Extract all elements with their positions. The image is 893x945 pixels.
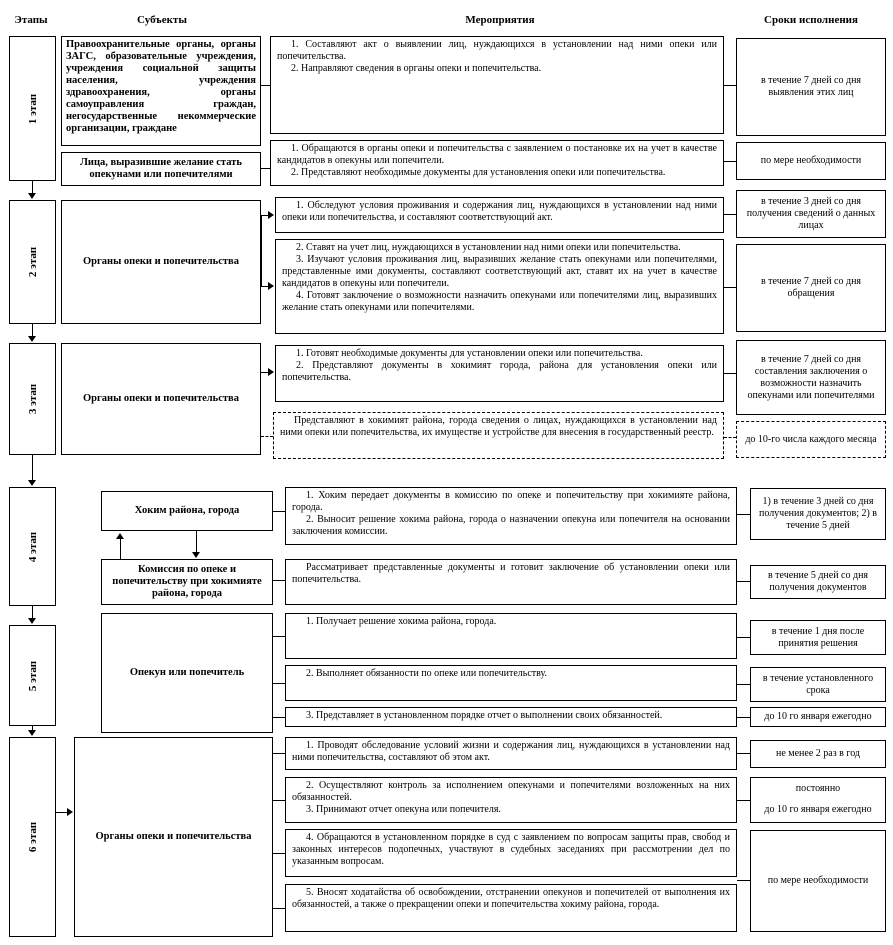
stage-5: 5 этап: [9, 625, 56, 726]
subject-6: Органы опеки и попечительства: [74, 737, 273, 937]
term-3a: в течение 7 дней со дня составления заключения о возможности назначить опекунами или попечителями: [736, 340, 886, 415]
subject-1b: Лица, выразившие желание стать опекунами или попечителями: [61, 152, 261, 186]
term-1a: в течение 7 дней со дня выявления этих лиц: [736, 38, 886, 136]
activity-1a: 1. Составляют акт о выявлении лиц, нуждающихся в установлении над ними опеки или попечительства. 2. Направляют сведения в органы опеки и попечительства.: [270, 36, 724, 134]
activity-1b: 1. Обращаются в органы опеки и попечительства с заявлением о постановке их на учет в качестве кандидатов в опекуны или попечители. 2. Представляют необходимые документы для установления опеки или попечительства.: [270, 140, 724, 186]
term-2b: в течение 7 дней со дня обращения: [736, 244, 886, 332]
term-5b: в течение установленного срока: [750, 667, 886, 702]
subject-5: Опекун или попечитель: [101, 613, 273, 733]
activity-6d: 5. Вносят ходатайства об освобождении, отстранении опекунов и попечителей от выполнения их обязанностей, а также о прекращении опеки и попечительства хокиму района, города.: [285, 884, 737, 932]
term-4b: в течение 5 дней со дня получения документов: [750, 565, 886, 599]
term-3b: до 10-го числа каждого месяца: [736, 421, 886, 458]
activity-2b: 2. Ставят на учет лиц, нуждающихся в установлении над ними опеки или попечительства. 3. Изучают условия проживания лиц, выразивших желание стать опекунами или попечителями, представленные ими документы, составляют соответствующий акт, ставят их на учет в качестве кандидатов в опекуны или попечители. 4. Готовят заключение о возможности назначить опекунами или попечителями лиц, выразивших желание стать опекунами или попечителями.: [275, 239, 724, 334]
term-6b-line1: постоянно: [795, 783, 841, 794]
activity-6c: 4. Обращаются в установленном порядке в суд с заявлением по вопросам защиты прав, свобод и законных интересов подопечных, участвуют в судебных заседаниях при рассмотрении дел по указанным вопросам.: [285, 829, 737, 877]
stage-2: 2 этап: [9, 200, 56, 324]
header-activities: Мероприятия: [465, 14, 535, 26]
activity-3a: 1. Готовят необходимые документы для установлении опеки или попечительства. 2. Представляют документы в хокимият города, района для установления опеки или попечительства.: [275, 345, 724, 402]
subject-4a: Хоким района, города: [101, 491, 273, 531]
activity-5c: 3. Представляет в установленном порядке отчет о выполнении своих обязанностей.: [285, 707, 737, 727]
activity-4a: 1. Хоким передает документы в комиссию по опеке и попечительству при хокимияте района, города. 2. Выносит решение хокима района, города о назначении опекуна или попечителя на основании заключения комиссии.: [285, 487, 737, 545]
term-6b: [750, 777, 886, 823]
activity-6b: 2. Осуществляют контроль за исполнением опекунами и попечителями возложенных на них обязанностей. 3. Принимают отчет опекуна или попечителя.: [285, 777, 737, 823]
header-terms: Сроки исполнения: [764, 14, 858, 26]
header-subjects: Субъекты: [137, 14, 187, 26]
activity-5a: 1. Получает решение хокима района, города.: [285, 613, 737, 659]
activity-4b: Рассматривает представленные документы и готовит заключение об установлении опеки или попечительства.: [285, 559, 737, 605]
activity-6a: 1. Проводят обследование условий жизни и содержания лиц, нуждающихся в установлении над ними попечительства, составляют об этом акт.: [285, 737, 737, 770]
term-5a: в течение 1 дня после принятия решения: [750, 620, 886, 655]
term-5c: до 10 го января ежегодно: [750, 707, 886, 727]
header-stages: Этапы: [14, 14, 48, 26]
term-6c: по мере необходимости: [750, 830, 886, 932]
activity-5b: 2. Выполняет обязанности по опеке или попечительству.: [285, 665, 737, 701]
subject-4b: Комиссия по опеке и попечительству при хокимияте района, города: [101, 559, 273, 605]
subject-3: Органы опеки и попечительства: [61, 343, 261, 455]
term-4a: 1) в течение 3 дней со дня получения документов; 2) в течение 5 дней: [750, 488, 886, 540]
activity-3b: Представляют в хокимият района, города сведения о лицах, нуждающихся в установлении над ними опеки или попечительства, их имуществе и устройстве для внесения в государственный реестр.: [273, 412, 724, 459]
term-6a: не менее 2 раз в год: [750, 740, 886, 768]
term-6b-line2: до 10 го января ежегодно: [764, 804, 872, 815]
stage-6: 6 этап: [9, 737, 56, 937]
stage-1: 1 этап: [9, 36, 56, 181]
stage-4: 4 этап: [9, 487, 56, 606]
stage-3: 3 этап: [9, 343, 56, 455]
term-2a: в течение 3 дней со дня получения сведений о данных лицах: [736, 190, 886, 238]
activity-2a: 1. Обследуют условия проживания и содержания лиц, нуждающихся в установлении над ними опеки или попечительства, и составляют соответствующий акт.: [275, 197, 724, 233]
subject-1a: Правоохранительные органы, органы ЗАГС, образовательные учреждения, учреждения социальной защиты населения, учреждения здравоохранения, органы самоуправления граждан, негосударственные некоммерческие организации, граждане: [61, 36, 261, 146]
subject-2: Органы опеки и попечительства: [61, 200, 261, 324]
term-1b: по мере необходимости: [736, 142, 886, 180]
